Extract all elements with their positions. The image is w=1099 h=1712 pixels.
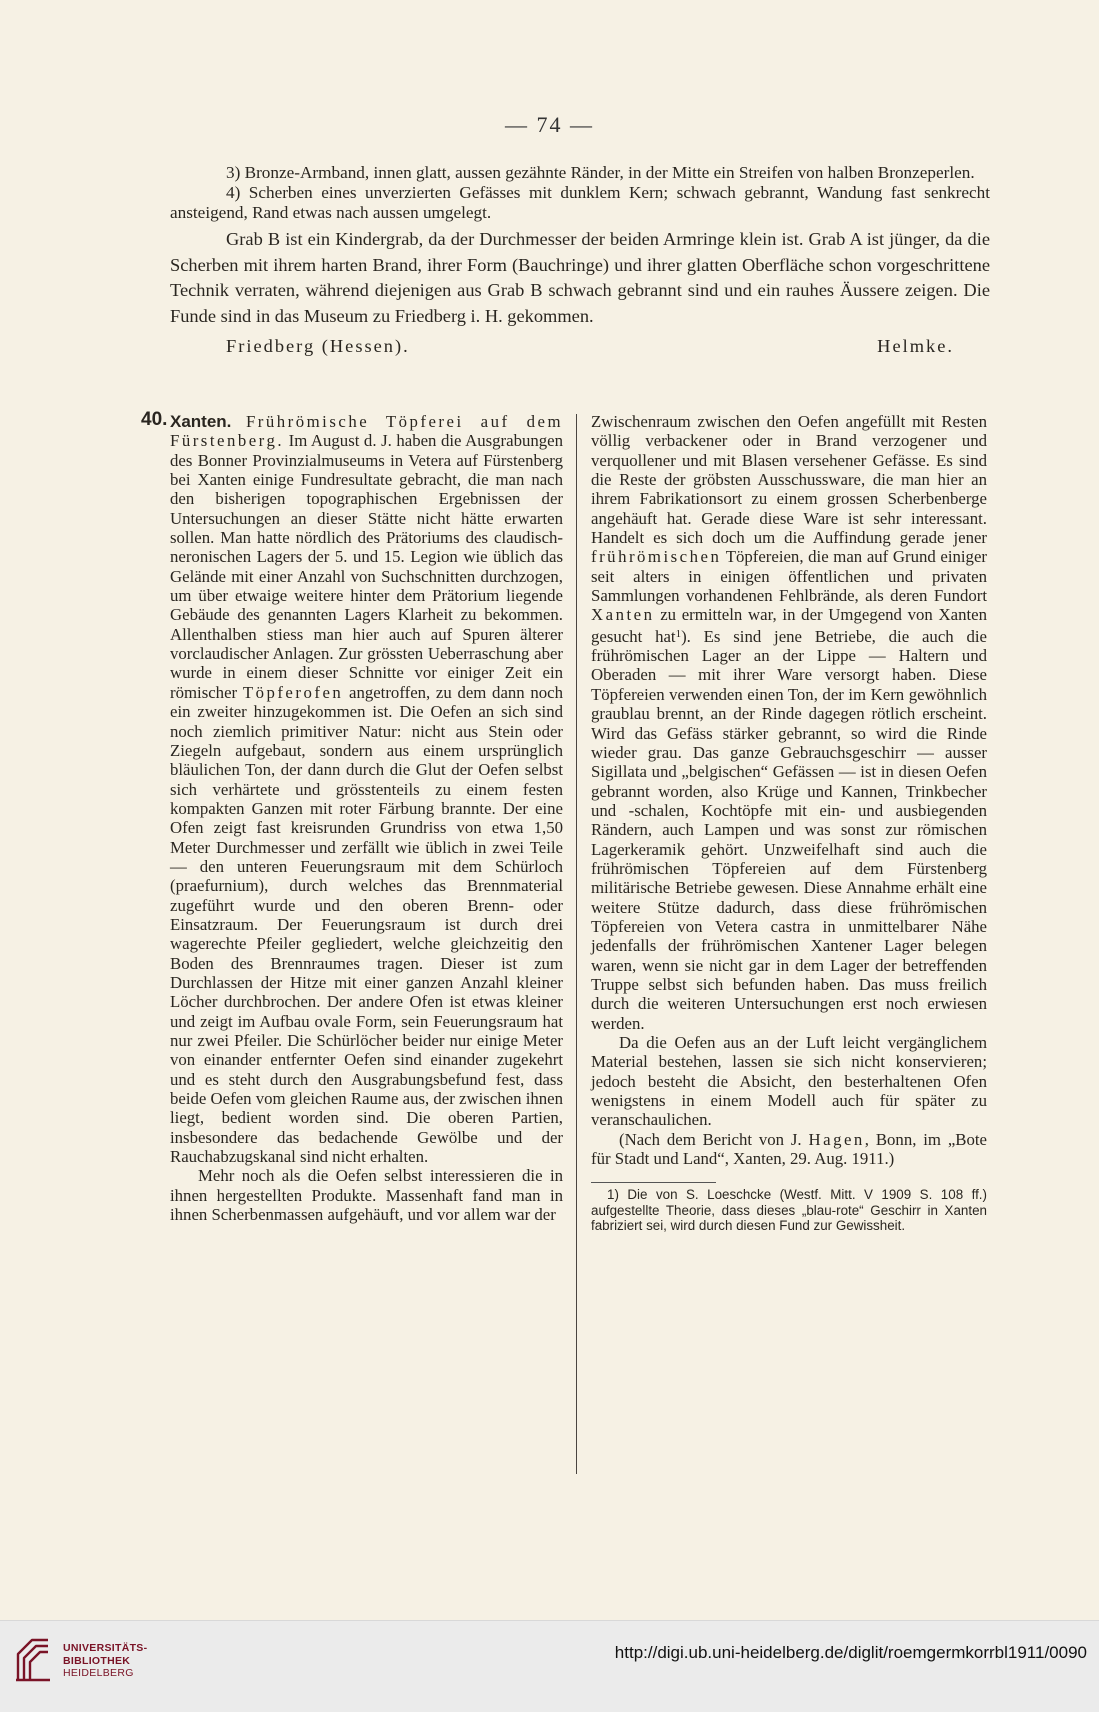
article-subtitle: Frührömische Töpferei auf dem Fürstenberg. xyxy=(170,412,563,451)
footnote-mark: 1 xyxy=(675,627,682,640)
section-number: 40. xyxy=(141,409,168,430)
spaced-term-hagen: Hagen xyxy=(808,1129,865,1149)
left-paragraph-1b: angetroffen, zu dem dann noch ein zweiter hinzugekommen ist. Die Oefen an sich sind noch ziemlich primitiver Natur: nicht aus Stein oder Ziegeln aufgebaut, sondern aus einem ursprünglich bläulichen Ton, der dann durch die Glut der Oefen selbst sich verhärtete und grösstenteils zu einem festen kompakten Ganzen mit roter Färbung brannte. Der eine Ofen zeigt fast kreisrunden Grundriss von etwa 1,50 Meter Durchmesser und zerfällt wie üblich in zwei Teile — den unteren Feuerungsraum mit dem Schürloch (praefurnium), durch welches das Brennmaterial zugeführt wurde und den oberen Brenn- oder Einsatzraum. Der Feuerungsraum ist durch drei wagerechte Pfeiler gegliedert, welche gleichzeitig den Boden des Brennraumes tragen. Dieser ist zum Durchlassen der Hitze mit einer ganzen Anzahl kleiner Löcher durchbrochen. Der andere Ofen ist etwas kleiner und zeigt im Aufbau ovale Form, sein Feuerungsraum hat nur zwei Pfeiler. Die Schürlöcher beider nur einige Meter von einander entfernter Oefen sind einander zugekehrt und es steht durch den Ausgrabungsbefund fest, dass beide Oefen vom gleichen Raume aus, der zwischen ihnen liegt, bedient worden sind. Die oberen Partien, insbesondere das bedachende Gewölbe und der Rauchabzugskanal sind nicht erhalten. xyxy=(170,682,563,1167)
university-library-logo-icon xyxy=(12,1634,54,1686)
footnote-rule xyxy=(591,1182,716,1183)
right-paragraph-1: Zwischenraum zwischen den Oefen angefüllt mit Resten völlig verbackener oder in Brand verzogener und verquollener und mit Blasen versehener Gefässe. Es sind die Reste der gröbsten Ausschussware, die man hier an ihrem Fabrikationsort zu einem grossen Scherbenberge angehäuft hat. Gerade diese Ware ist sehr interessant. Handelt es sich doch um die Auffindung gerade jener frührömischen Töpfereien, die man auf Grund einiger seit alters in einigen öffentlichen und privaten Sammlungen vorhandenen Fehlbrände, als deren Fundort Xanten zu ermitteln war, in der Umgegend von Xanten gesucht hat$^1$). Es sind jene Betriebe, die auch die frührömischen Lager an der Lippe — Haltern und Oberaden — mit ihrer Ware versorgt haben. Diese Töpfereien verwenden einen Ton, der im Kern gewöhnlich graublau brennt, an der Rinde dagegen rötlich erscheint. Wird das Gefäss stärker gebrannt, so wird die Rinde wieder grau. Das ganze Gebrauchsgeschirr — ausser Sigillata und „belgischen“ Gefässen — ist in diesen Oefen gebrannt worden, also Krüge und Kannen, Trinkbecher und -schalen, Kochtöpfe mit ein- und ausbiegenden Rändern, auch Lampen und was sonst zur römischen Lagerkeramik gehört. Unzweifelhaft sind auch die frührömischen Töpfereien auf dem Fürstenberg militärische Betriebe gewesen. Diese Annahme erhält eine weitere Stütze dadurch, dass diese frührömischen Töpfereien von Vetera castra in unmittelbarer Nähe jedenfalls der frührömischen Xantener Lager belegen waren, wenn sie nicht gar in dem Lager der betreffenden Truppe selbst sich befunden haben. Das muss freilich durch die weiteren Untersuchungen erst noch erwiesen werden. xyxy=(591,412,987,1033)
right-column xyxy=(591,412,987,1234)
previous-report xyxy=(170,163,990,356)
item-4: 4) Scherben eines unverzierten Gefässes mit dunklem Kern; schwach gebrannt, Wandung fast senkrecht ansteigend, Rand etwas nach aussen umgelegt. xyxy=(170,183,990,222)
footer-bar xyxy=(0,1620,1099,1712)
left-paragraph-1: Im August d. J. haben die Ausgrabungen des Bonner Provinzialmuseums in Vetera auf Fürstenberg bei Xanten einige Fundresultate gebracht, die man nach den bisherigen topographischen Ergebnissen der Untersuchungen an dieser Stätte nicht hätte erwarten sollen. Man hatte nördlich des Prätoriums des claudisch-neronischen Lagers der 5. und 15. Legion wie üblich das Gelände mit einer Anzahl von Suchschnitten durchzogen, um über etwaige weitere hinter dem Prätorium liegende Gebäude des genannten Lagers Klarheit zu bekommen. Allenthalben stiess man hier auch auf Spuren älterer vorclaudischer Anlagen. Zur grössten Ueberraschung aber wurde in einem dieser Schnitte vor einiger Zeit ein römischer xyxy=(170,431,563,702)
item-3: 3) Bronze-Armband, innen glatt, aussen gezähnte Ränder, in der Mitte ein Streifen von halben Bronzeperlen. xyxy=(226,163,975,182)
spaced-term-xanten: Xanten xyxy=(591,605,655,625)
article-title: Xanten. xyxy=(170,412,232,431)
footnote: 1) Die von S. Loeschcke (Westf. Mitt. V 1909 S. 108 ff.) aufgestellte Theorie, dass dieses „blau-rote“ Geschirr in Xanten fabriziert sei, wird durch diesen Fund zur Gewissheit. xyxy=(591,1187,987,1234)
source-note: (Nach dem Bericht von J. Hagen, Bonn, im „Bote für Stadt und Land“, Xanten, 29. Aug. 1911.) xyxy=(591,1129,987,1169)
left-column xyxy=(170,412,563,1224)
article-intro xyxy=(170,412,563,1166)
spaced-term-toepferofen: Töpferofen xyxy=(242,682,344,702)
signature-line xyxy=(170,336,990,356)
grab-paragraph: Grab B ist ein Kindergrab, da der Durchmesser der beiden Armringe klein ist. Grab A ist jünger, da die Scherben mit ihrem harten Brand, ihrer Form (Bauchringe) und ihrer glatten Oberfläche schon vorgeschrittene Technik verraten, während diejenigen aus Grab B schwach gebrannt sind und ein rauhes Äussere zeigen. Die Funde sind in das Museum zu Friedberg i. H. gekommen. xyxy=(170,229,990,326)
author: Helmke. xyxy=(877,336,954,356)
source-url-link[interactable]: http://digi.ub.uni-heidelberg.de/diglit/roemgermkorrbl1911/0090 xyxy=(614,1643,1087,1662)
page-number: — 74 — xyxy=(505,112,594,137)
left-paragraph-2: Mehr noch als die Oefen selbst interessieren die in ihnen hergestellten Produkte. Massenhaft fand man in ihnen Scherbenmassen aufgehäuft, und vor allem war der xyxy=(170,1166,563,1225)
place: Friedberg (Hessen). xyxy=(226,336,410,356)
library-name: UNIVERSITÄTS- BIBLIOTHEK HEIDELBERG xyxy=(63,1642,148,1679)
spaced-term-fruehroemischen: frührömischen xyxy=(591,547,722,567)
column-divider xyxy=(576,414,577,1474)
right-paragraph-2: Da die Oefen aus an der Luft leicht vergänglichem Material bestehen, lassen sie sich nicht konservieren; jedoch besteht die Absicht, den besterhaltenen Ofen wenigstens in einem Modell auch für später zu veranschaulichen. xyxy=(591,1033,987,1130)
